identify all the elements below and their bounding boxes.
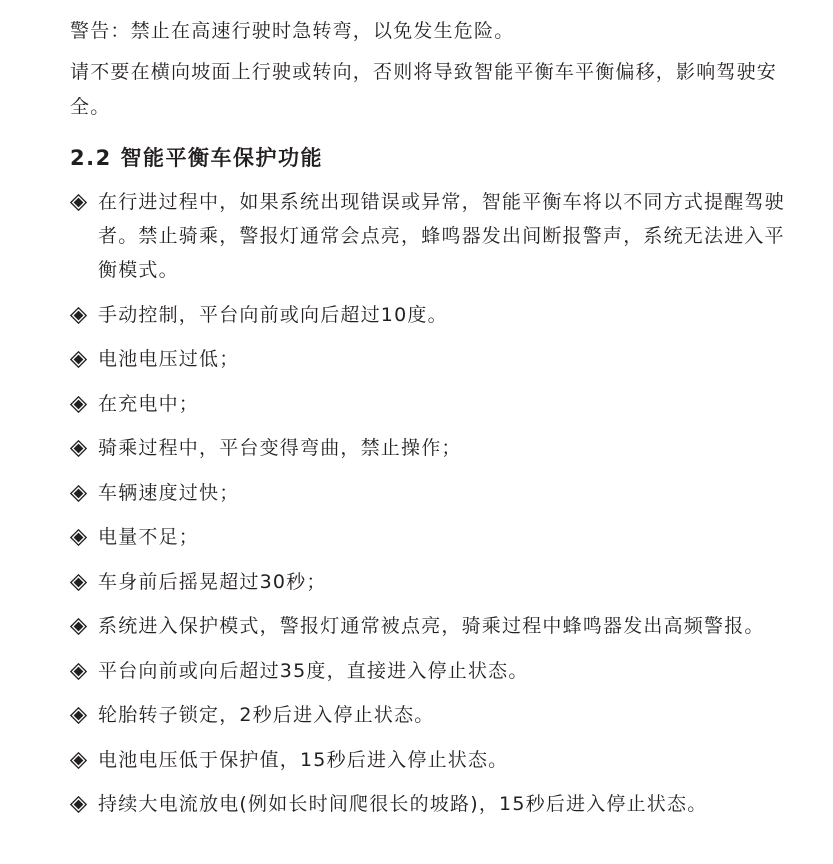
list-item-text: 在充电中； <box>98 392 200 415</box>
list-item <box>70 476 790 510</box>
protection-list <box>70 185 790 832</box>
list-item <box>70 520 790 554</box>
diamond-bullet-icon <box>70 663 87 680</box>
diamond-bullet-icon <box>70 752 87 769</box>
list-item-text: 骑乘过程中，平台变得弯曲，禁止操作； <box>98 437 462 459</box>
warning-sharp-turn: 警告：禁止在高速行驶时急转弯，以免发生危险。 <box>70 20 515 42</box>
list-item <box>70 743 790 777</box>
list-item <box>70 298 790 332</box>
diamond-bullet-icon <box>70 351 87 368</box>
list-item <box>70 431 790 465</box>
diamond-bullet-icon <box>70 796 87 813</box>
section-title: 2.2 智能平衡车保护功能 <box>70 146 324 170</box>
list-item <box>70 654 790 688</box>
list-item-text: 电池电压过低； <box>98 348 240 370</box>
list-item <box>70 609 790 643</box>
list-item-text: 系统进入保护模式，警报灯通常被点亮，骑乘过程中蜂鸣器发出高频警报。 <box>98 615 765 637</box>
list-item <box>70 387 790 421</box>
list-item <box>70 342 790 376</box>
list-item-text: 轮胎转子锁定，2秒后进入停止状态。 <box>98 704 435 726</box>
diamond-bullet-icon <box>70 440 87 457</box>
list-item-text: 电量不足； <box>98 526 200 548</box>
list-item <box>70 565 790 599</box>
list-item-text: 车辆速度过快； <box>98 481 240 504</box>
list-item-text: 电池电压低于保护值，15秒后进入停止状态。 <box>98 748 509 771</box>
diamond-bullet-icon <box>70 574 87 591</box>
diamond-bullet-icon <box>70 396 87 413</box>
list-item-text: 车身前后摇晃超过30秒； <box>98 570 327 593</box>
list-item-text: 平台向前或向后超过35度，直接进入停止状态。 <box>98 659 529 682</box>
diamond-bullet-icon <box>70 307 87 324</box>
list-item <box>70 698 790 732</box>
list-item <box>70 787 790 821</box>
diamond-bullet-icon <box>70 194 87 211</box>
list-item <box>70 185 790 287</box>
list-item-text: 手动控制，平台向前或向后超过10度。 <box>98 303 448 326</box>
warning-slope: 请不要在横向坡面上行驶或转向，否则将导致智能平衡车平衡偏移，影响驾驶安全。 <box>70 61 778 118</box>
list-item-text: 在行进过程中，如果系统出现错误或异常，智能平衡车将以不同方式提醒驾驶者。禁止骑乘，警报灯通常会点亮，蜂鸣器发出间断报警声，系统无法进入平衡模式。 <box>98 191 785 281</box>
diamond-bullet-icon <box>70 707 87 724</box>
diamond-bullet-icon <box>70 618 87 635</box>
list-item-text: 持续大电流放电(例如长时间爬很长的坡路)，15秒后进入停止状态。 <box>98 793 708 815</box>
diamond-bullet-icon <box>70 529 87 546</box>
diamond-bullet-icon <box>70 485 87 502</box>
